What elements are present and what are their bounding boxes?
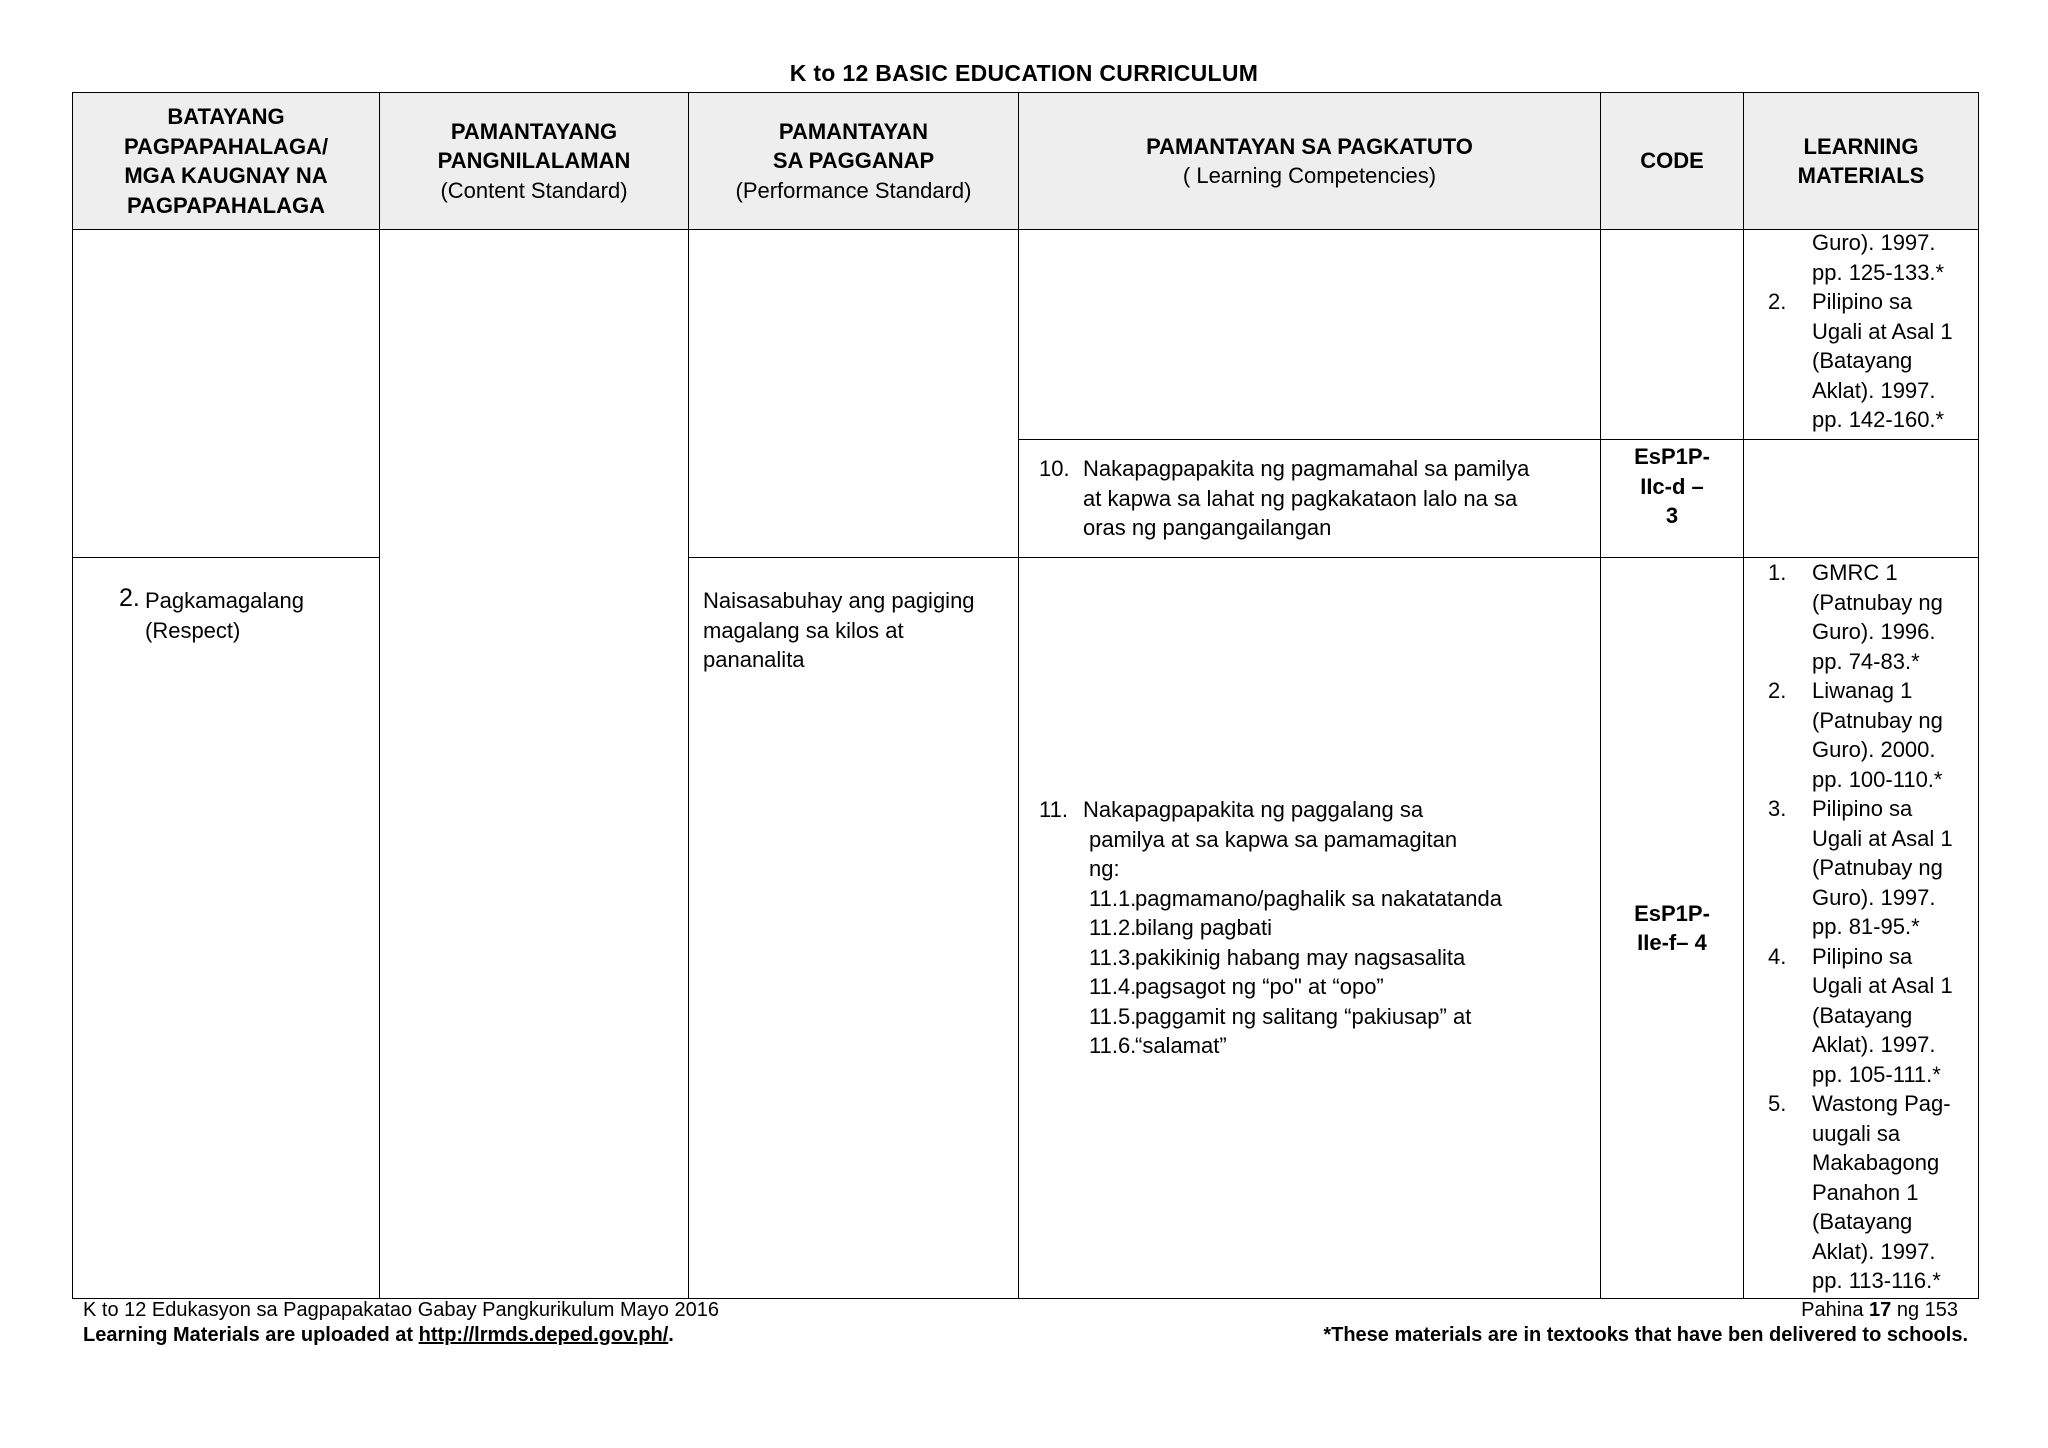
list-item: 2. Liwanag 1 (Patnubay ng Guro). 2000. pp. 100-110.* bbox=[1768, 678, 1943, 792]
header-learning-materials: LEARNING MATERIALS bbox=[1744, 93, 1979, 230]
header-values: BATAYANG PAGPAPAHALAGA/ MGA KAUGNAY NA PAGPAPAHALAGA bbox=[73, 93, 380, 230]
header-row bbox=[73, 93, 1979, 230]
competency-cell bbox=[1019, 558, 1601, 1299]
materials-list bbox=[1744, 287, 1978, 435]
code-cell: EsP1P- IIc-d – 3 bbox=[1601, 440, 1744, 558]
table-row bbox=[73, 230, 1979, 440]
code-cell bbox=[1601, 230, 1744, 440]
competency-item: 11. Nakapagpapakita ng paggalang sa pamilya at sa kapwa sa pamamagitan ng: bbox=[1039, 797, 1458, 882]
sub-item: 11.1. pagmamano/paghalik sa nakatatanda bbox=[1089, 885, 1502, 911]
sub-item: 11.4. pagsagot ng “po" at “opo” bbox=[1089, 974, 1384, 1000]
material-continuation: Guro). 1997. pp. 125-133.* bbox=[1812, 230, 1945, 285]
page-title: K to 12 BASIC EDUCATION CURRICULUM bbox=[789, 60, 1259, 86]
list-item: 3. Pilipino sa Ugali at Asal 1 (Patnubay ng Guro). 1997. pp. 81-95.* bbox=[1768, 796, 1953, 939]
lrmds-link[interactable]: http://lrmds.deped.gov.ph/ bbox=[418, 1324, 669, 1346]
footer-right bbox=[1323, 1298, 1968, 1348]
materials-cell bbox=[1744, 230, 1979, 440]
curriculum-table bbox=[72, 92, 1979, 1299]
performance-standard-cell bbox=[689, 230, 1019, 558]
list-item: 2. Pilipino sa Ugali at Asal 1 (Batayang Aklat). 1997. pp. 142-160.* bbox=[1768, 289, 1953, 432]
footer-guide-text: K to 12 Edukasyon sa Pagpapakatao Gabay Pangkurikulum Mayo 2016 bbox=[83, 1299, 719, 1321]
code-cell: EsP1P- IIe-f– 4 bbox=[1601, 558, 1744, 1299]
footer-uploaded-line: Learning Materials are uploaded at http://lrmds.deped.gov.ph/. bbox=[83, 1324, 674, 1346]
values-cell bbox=[73, 230, 380, 558]
header-content-standard: PAMANTAYANG PANGNILALAMAN (Content Standard) bbox=[380, 93, 689, 230]
sub-item: 11.3. pakikinig habang may nagsasalita bbox=[1089, 944, 1466, 970]
page-number: 17 bbox=[1869, 1299, 1892, 1321]
performance-standard-cell: Naisasabuhay ang pagiging magalang sa kilos at pananalita bbox=[689, 558, 1019, 1299]
list-item: 5. Wastong Pag- uugali sa Makabagong Panahon 1 (Batayang Aklat). 1997. pp. 113-116.* bbox=[1768, 1091, 1951, 1293]
sub-item: 11.2. bilang pagbati bbox=[1089, 915, 1273, 941]
footer-note: *These materials are in textooks that have ben delivered to schools. bbox=[1323, 1324, 1968, 1346]
list-item: 1. GMRC 1 (Patnubay ng Guro). 1996. pp. 74-83.* bbox=[1768, 560, 1943, 674]
value-item: 2. Pagkamagalang (Respect) bbox=[119, 584, 305, 643]
list-item: 4. Pilipino sa Ugali at Asal 1 (Batayang Aklat). 1997. pp. 105-111.* bbox=[1768, 943, 1953, 1087]
footer-left bbox=[83, 1298, 719, 1348]
sub-item: 11.6. “salamat” bbox=[1089, 1033, 1227, 1059]
competency-cell bbox=[1019, 440, 1601, 558]
competency-cell bbox=[1019, 230, 1601, 440]
header-code: CODE bbox=[1601, 93, 1744, 230]
values-cell bbox=[73, 558, 380, 1299]
sub-item: 11.5. paggamit ng salitang “pakiusap” at bbox=[1089, 1003, 1472, 1029]
header-performance-standard: PAMANTAYAN SA PAGGANAP (Performance Standard) bbox=[689, 93, 1019, 230]
page-number-line: Pahina 17 ng 153 bbox=[1801, 1299, 1958, 1321]
competency-item: 10. Nakapagpapakita ng pagmamahal sa pamilya at kapwa sa lahat ng pagkakataon lalo na sa oras ng pangangailangan bbox=[1039, 456, 1530, 540]
table-row bbox=[73, 558, 1979, 1299]
materials-cell bbox=[1744, 440, 1979, 558]
materials-list bbox=[1744, 558, 1978, 1296]
materials-cell bbox=[1744, 558, 1979, 1299]
content-standard-cell bbox=[380, 230, 689, 1299]
header-learning-competencies: PAMANTAYAN SA PAGKATUTO ( Learning Competencies) bbox=[1019, 93, 1601, 230]
